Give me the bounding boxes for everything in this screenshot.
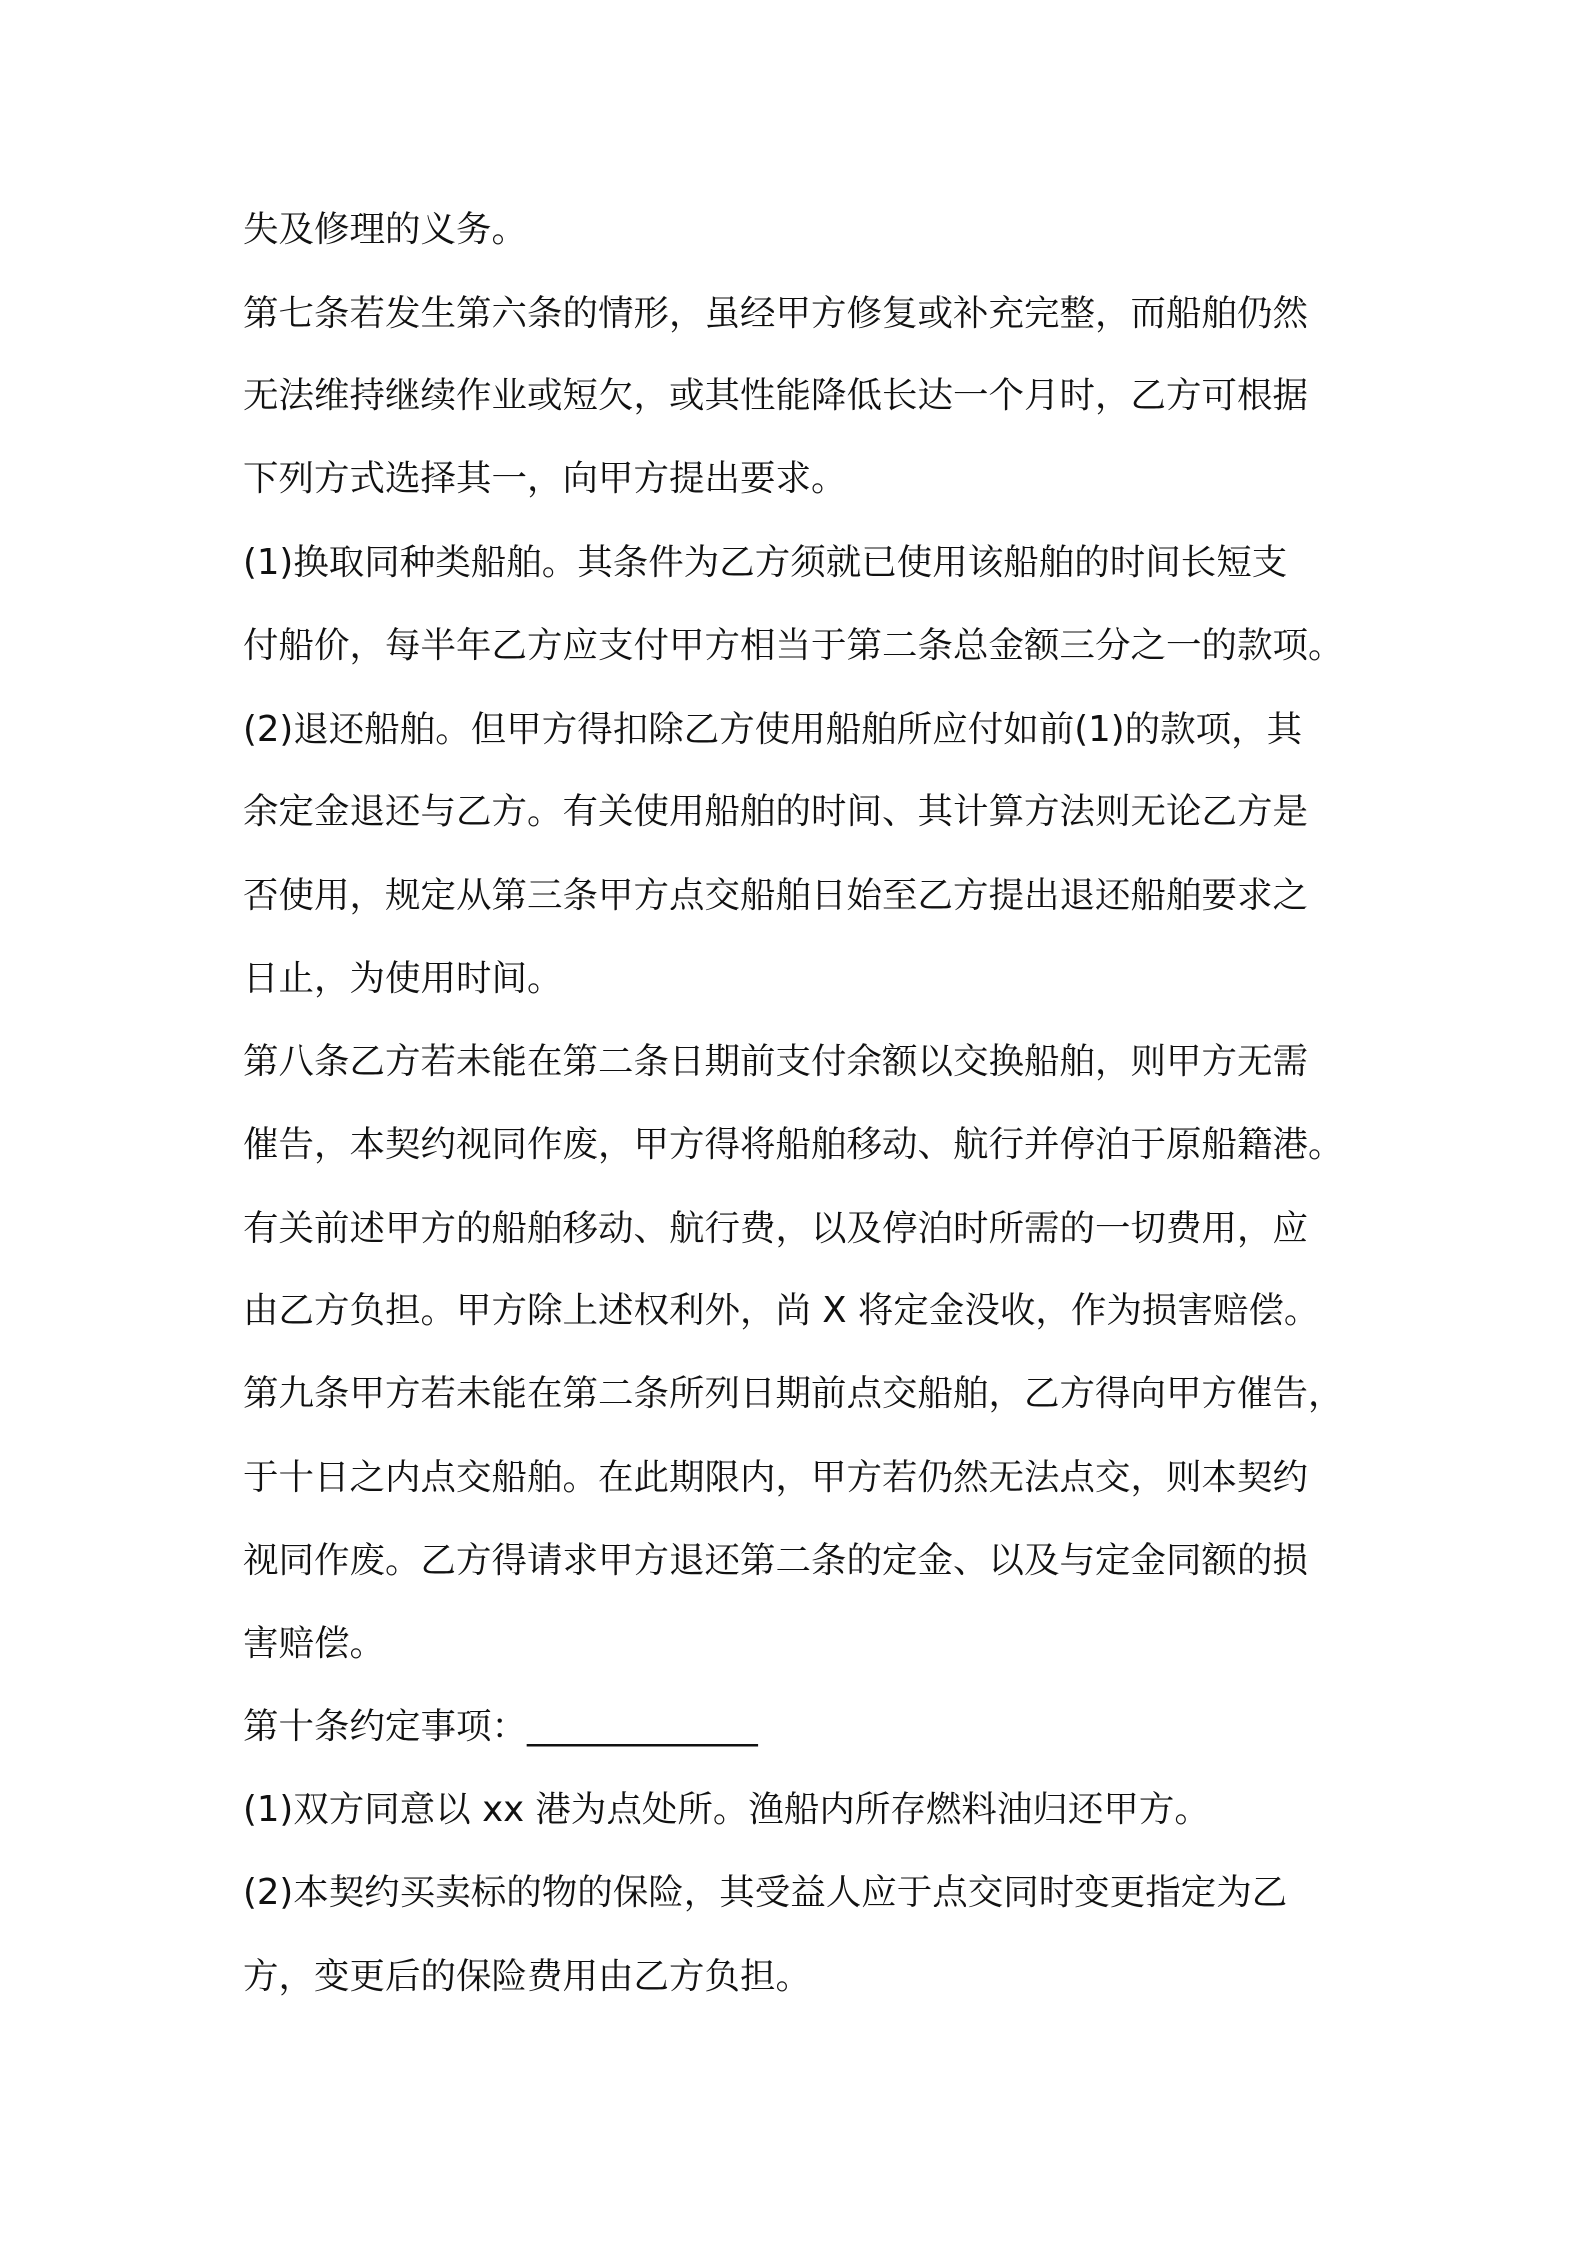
text-line: 视同作废。乙方得请求甲方退还第二条的定金、以及与定金同额的损 — [243, 1540, 1309, 1581]
text-line: (2)本契约买卖标的物的保险，其受益人应于点交同时变更指定为乙 — [243, 1872, 1288, 1913]
text-line: (2)退还船舶。但甲方得扣除乙方使用船舶所应付如前(1)的款项，其 — [243, 709, 1303, 750]
text-line: 第七条若发生第六条的情形，虽经甲方修复或补充完整，而船舶仍然 — [243, 293, 1309, 334]
text-line: 第八条乙方若未能在第二条日期前支付余额以交换船舶，则甲方无需 — [243, 1041, 1309, 1082]
text-line: 付船价，每半年乙方应支付甲方相当于第二条总金额三分之一的款项。 — [243, 625, 1344, 666]
text-line: 第十条约定事项：_____________ — [243, 1706, 758, 1747]
text-line: 否使用，规定从第三条甲方点交船舶日始至乙方提出退还船舶要求之 — [243, 875, 1309, 916]
text-line: 于十日之内点交船舶。在此期限内，甲方若仍然无法点交，则本契约 — [243, 1457, 1309, 1498]
text-line: 无法维持继续作业或短欠，或其性能降低长达一个月时，乙方可根据 — [243, 375, 1309, 416]
text-line: 害赔偿。 — [243, 1623, 386, 1664]
text-line: 催告，本契约视同作废，甲方得将船舶移动、航行并停泊于原船籍港。 — [243, 1124, 1344, 1165]
text-line: 有关前述甲方的船舶移动、航行费，以及停泊时所需的一切费用，应 — [243, 1208, 1309, 1249]
text-line: 下列方式选择其一，向甲方提出要求。 — [243, 458, 847, 499]
text-line: (1)换取同种类船舶。其条件为乙方须就已使用该船舶的时间长短支 — [243, 542, 1288, 583]
text-line: 日止，为使用时间。 — [243, 958, 563, 999]
text-line: 第九条甲方若未能在第二条所列日期前点交船舶，乙方得向甲方催告， — [243, 1373, 1344, 1414]
text-line: 余定金退还与乙方。有关使用船舶的时间、其计算方法则无论乙方是 — [243, 791, 1309, 832]
text-line: 方，变更后的保险费用由乙方负担。 — [243, 1956, 812, 1997]
text-line: 失及修理的义务。 — [243, 209, 528, 250]
text-line: 由乙方负担。甲方除上述权利外，尚 X 将定金没收，作为损害赔偿。 — [243, 1290, 1320, 1331]
text-line: (1)双方同意以 xx 港为点处所。渔船内所存燃料油归还甲方。 — [243, 1789, 1210, 1830]
